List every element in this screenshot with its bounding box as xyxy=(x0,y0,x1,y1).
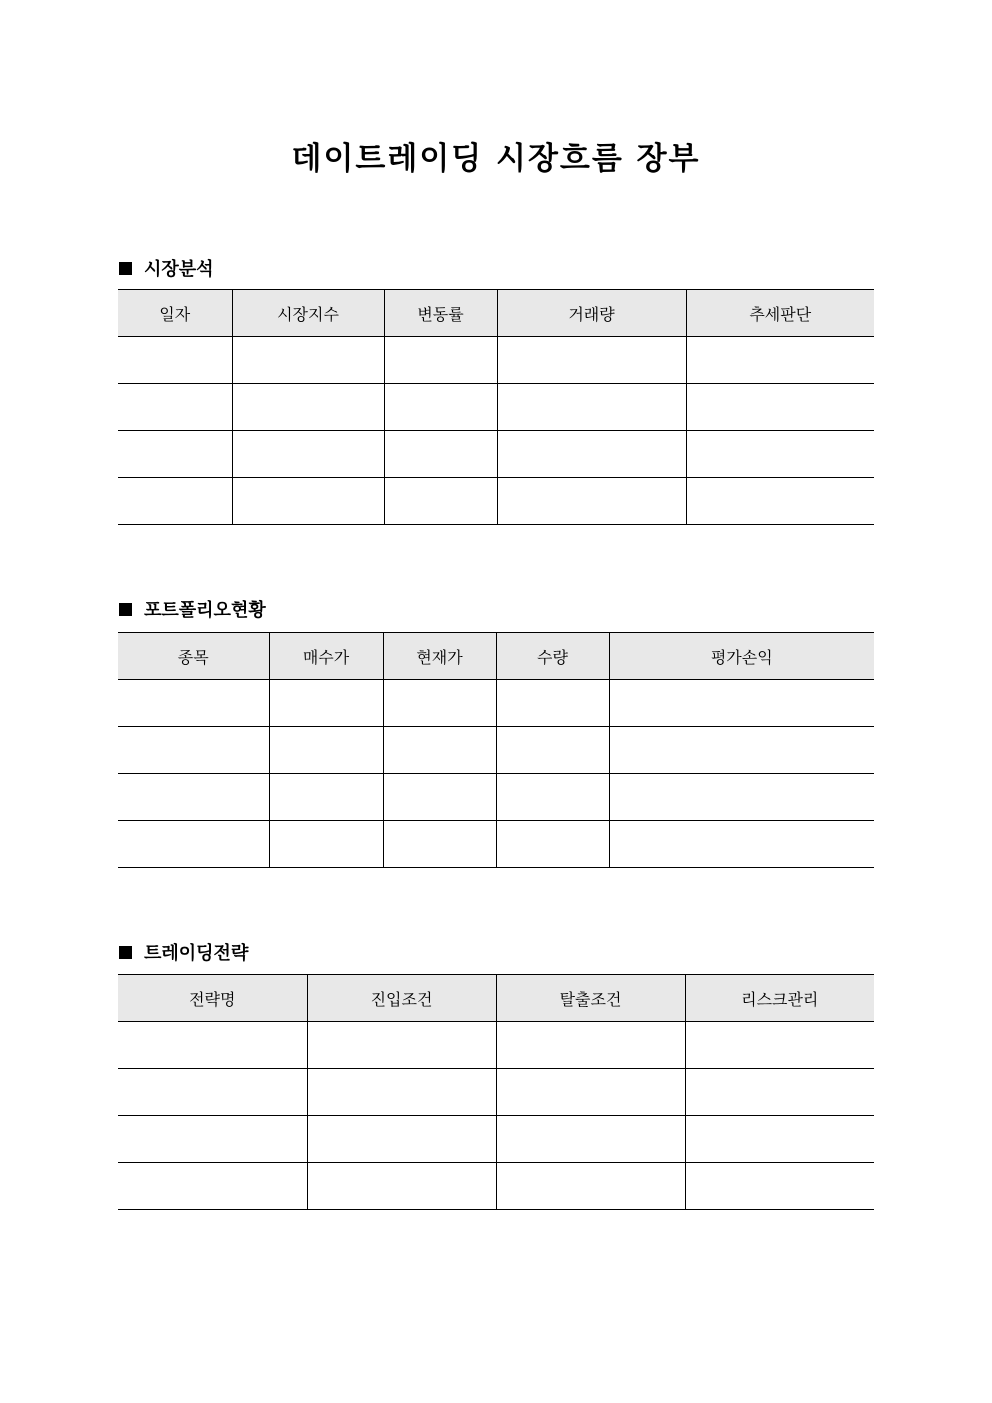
table-cell[interactable] xyxy=(118,384,232,431)
table-cell[interactable] xyxy=(232,431,384,478)
column-header: 시장지수 xyxy=(232,290,384,337)
section-heading-label: 트레이딩전략 xyxy=(144,943,249,964)
table-cell[interactable] xyxy=(232,478,384,525)
table-cell[interactable] xyxy=(269,821,383,868)
section-heading-portfolio-status xyxy=(119,596,266,622)
table-cell[interactable] xyxy=(496,1022,685,1069)
table-cell[interactable] xyxy=(609,774,874,821)
table-cell[interactable] xyxy=(307,1022,496,1069)
table-cell[interactable] xyxy=(496,1163,685,1210)
table-cell[interactable] xyxy=(686,431,874,478)
table-cell[interactable] xyxy=(118,727,269,774)
table-cell[interactable] xyxy=(307,1116,496,1163)
column-header: 진입조건 xyxy=(307,975,496,1022)
table-row xyxy=(118,774,874,821)
table-cell[interactable] xyxy=(118,1022,307,1069)
table-cell[interactable] xyxy=(118,680,269,727)
column-header: 추세판단 xyxy=(686,290,874,337)
table-row xyxy=(118,478,874,525)
table-cell[interactable] xyxy=(685,1163,874,1210)
table-cell[interactable] xyxy=(496,774,609,821)
column-header: 현재가 xyxy=(383,633,496,680)
table-cell[interactable] xyxy=(496,727,609,774)
section-heading-trading-strategy xyxy=(119,939,248,965)
table-cell[interactable] xyxy=(232,337,384,384)
table-cell[interactable] xyxy=(609,821,874,868)
square-bullet-icon xyxy=(119,603,132,616)
column-header: 매수가 xyxy=(269,633,383,680)
table-cell[interactable] xyxy=(497,478,686,525)
table-row xyxy=(118,431,874,478)
table-cell[interactable] xyxy=(307,1163,496,1210)
table-cell[interactable] xyxy=(686,337,874,384)
table-cell[interactable] xyxy=(496,1069,685,1116)
table-cell[interactable] xyxy=(383,680,496,727)
column-header: 탈출조건 xyxy=(496,975,685,1022)
table-header-row xyxy=(118,633,874,680)
table-cell[interactable] xyxy=(383,821,496,868)
column-header: 전략명 xyxy=(118,975,307,1022)
table-row xyxy=(118,680,874,727)
table-cell[interactable] xyxy=(384,337,497,384)
square-bullet-icon xyxy=(119,946,132,959)
column-header: 평가손익 xyxy=(609,633,874,680)
market-analysis-table xyxy=(118,289,874,525)
column-header: 거래량 xyxy=(497,290,686,337)
table-cell[interactable] xyxy=(118,774,269,821)
table-cell[interactable] xyxy=(384,478,497,525)
table-header-row xyxy=(118,290,874,337)
table-cell[interactable] xyxy=(269,680,383,727)
square-bullet-icon xyxy=(119,262,132,275)
table-cell[interactable] xyxy=(609,727,874,774)
table-cell[interactable] xyxy=(496,680,609,727)
table-cell[interactable] xyxy=(497,337,686,384)
table-cell[interactable] xyxy=(118,431,232,478)
table-cell[interactable] xyxy=(269,774,383,821)
section-heading-label: 시장분석 xyxy=(144,259,214,280)
table-cell[interactable] xyxy=(269,727,383,774)
section-heading-label: 포트폴리오현황 xyxy=(144,600,266,621)
table-cell[interactable] xyxy=(383,727,496,774)
table-cell[interactable] xyxy=(497,384,686,431)
table-row xyxy=(118,1163,874,1210)
table-row xyxy=(118,337,874,384)
table-cell[interactable] xyxy=(383,774,496,821)
page-title: 데이트레이딩 시장흐름 장부 xyxy=(291,141,701,177)
portfolio-status-table xyxy=(118,632,874,868)
table-cell[interactable] xyxy=(685,1116,874,1163)
table-cell[interactable] xyxy=(118,821,269,868)
table-cell[interactable] xyxy=(685,1022,874,1069)
table-cell[interactable] xyxy=(118,337,232,384)
table-cell[interactable] xyxy=(685,1069,874,1116)
table-row xyxy=(118,821,874,868)
table-cell[interactable] xyxy=(384,431,497,478)
table-cell[interactable] xyxy=(496,1116,685,1163)
table-header-row xyxy=(118,975,874,1022)
table-cell[interactable] xyxy=(232,384,384,431)
table-cell[interactable] xyxy=(307,1069,496,1116)
table-cell[interactable] xyxy=(118,1069,307,1116)
column-header: 변동률 xyxy=(384,290,497,337)
table-cell[interactable] xyxy=(384,384,497,431)
table-cell[interactable] xyxy=(609,680,874,727)
table-row xyxy=(118,1116,874,1163)
table-cell[interactable] xyxy=(496,821,609,868)
table-cell[interactable] xyxy=(686,384,874,431)
column-header: 리스크관리 xyxy=(685,975,874,1022)
section-heading-market-analysis xyxy=(119,255,214,281)
table-cell[interactable] xyxy=(118,1116,307,1163)
table-row xyxy=(118,1022,874,1069)
column-header: 종목 xyxy=(118,633,269,680)
table-row xyxy=(118,384,874,431)
trading-strategy-table xyxy=(118,974,874,1210)
table-cell[interactable] xyxy=(686,478,874,525)
table-row xyxy=(118,727,874,774)
table-cell[interactable] xyxy=(118,1163,307,1210)
table-cell[interactable] xyxy=(118,478,232,525)
column-header: 수량 xyxy=(496,633,609,680)
column-header: 일자 xyxy=(118,290,232,337)
table-cell[interactable] xyxy=(497,431,686,478)
table-row xyxy=(118,1069,874,1116)
